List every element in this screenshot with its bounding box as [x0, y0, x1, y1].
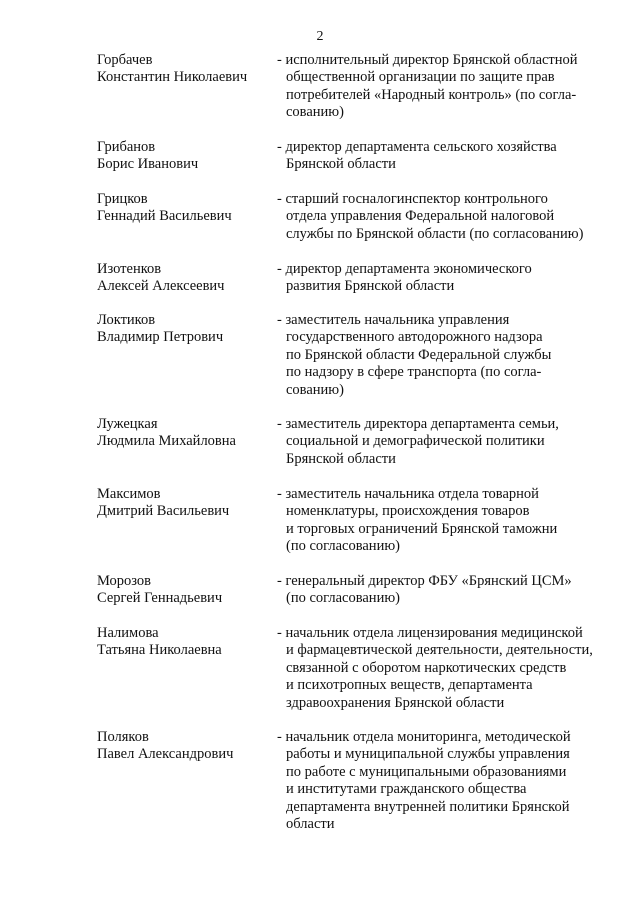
member-surname: Поляков: [97, 729, 149, 745]
position-line: номенклатуры, происхождения товаров: [286, 503, 530, 520]
member-name: [97, 52, 272, 87]
position-line: государственного автодорожного надзора: [286, 329, 543, 346]
position-line: по надзору в сфере транспорта (по согла-: [286, 364, 542, 381]
position-line: - заместитель директора департамента семьи,: [277, 416, 559, 432]
member-name: [97, 486, 272, 521]
position-line: службы по Брянской области (по согласованию): [286, 225, 584, 242]
member-surname: Налимова: [97, 625, 159, 641]
member-position: [277, 486, 617, 556]
position-line: здравоохранения Брянской области: [286, 694, 505, 711]
member-given-name: Павел Александрович: [97, 746, 234, 763]
member-given-name: Константин Николаевич: [97, 69, 248, 86]
member-name: [97, 191, 272, 226]
member-given-name: Владимир Петрович: [97, 329, 224, 346]
position-line: - заместитель начальника отдела товарной: [277, 486, 539, 502]
position-line: и торговых ограничений Брянской таможни: [286, 520, 558, 537]
position-line: - старший госналогинспектор контрольного: [277, 191, 548, 207]
member-name: [97, 139, 272, 174]
member-position: [277, 52, 617, 122]
member-surname: Грибанов: [97, 139, 156, 155]
member-name: [97, 625, 272, 660]
position-line: - начальник отдела лицензирования медицинской: [277, 625, 583, 641]
member-position: [277, 312, 617, 399]
position-line: - заместитель начальника управления: [277, 312, 510, 328]
member-surname: Изотенков: [97, 261, 162, 277]
member-name: [97, 261, 272, 296]
member-surname: Максимов: [97, 486, 161, 502]
member-position: [277, 139, 617, 174]
position-line: связанной с оборотом наркотических средств: [286, 659, 567, 676]
member-position: [277, 261, 617, 296]
position-line: - исполнительный директор Брянской областной: [277, 52, 578, 68]
member-given-name: Людмила Михайловна: [97, 433, 236, 450]
position-line: - начальник отдела мониторинга, методической: [277, 729, 571, 745]
position-line: и фармацевтической деятельности, деятельности,: [286, 642, 593, 659]
member-position: [277, 191, 617, 243]
member-given-name: Борис Иванович: [97, 156, 199, 173]
position-line: - генеральный директор ФБУ «Брянский ЦСМ»: [277, 573, 572, 589]
member-surname: Локтиков: [97, 312, 156, 328]
member-position: [277, 416, 617, 468]
position-line: и институтами гражданского общества: [286, 781, 527, 798]
member-name: [97, 729, 272, 764]
member-given-name: Дмитрий Васильевич: [97, 503, 230, 520]
member-name: [97, 312, 272, 347]
member-given-name: Геннадий Васильевич: [97, 208, 232, 225]
position-line: области: [286, 816, 335, 833]
position-line: Брянской области: [286, 156, 396, 173]
position-line: сованию): [286, 104, 344, 121]
page-number: 2: [316, 29, 324, 44]
position-line: (по согласованию): [286, 590, 400, 607]
position-line: - директор департамента сельского хозяйства: [277, 139, 557, 155]
member-given-name: Татьяна Николаевна: [97, 642, 222, 659]
member-position: [277, 729, 617, 833]
position-line: департамента внутренней политики Брянской: [286, 798, 570, 815]
member-position: [277, 573, 617, 608]
position-line: социальной и демографической политики: [286, 433, 545, 450]
member-name: [97, 573, 272, 608]
member-surname: Грицков: [97, 191, 148, 207]
position-line: развития Брянской области: [286, 278, 455, 295]
position-line: потребителей «Народный контроль» (по согла-: [286, 86, 577, 103]
member-surname: Лужецкая: [97, 416, 158, 432]
member-given-name: Сергей Геннадьевич: [97, 590, 223, 607]
position-line: по Брянской области Федеральной службы: [286, 346, 552, 363]
member-name: [97, 416, 272, 451]
position-line: сованию): [286, 381, 344, 398]
member-surname: Горбачев: [97, 52, 153, 68]
position-line: и психотропных веществ, департамента: [286, 677, 533, 694]
position-line: общественной организации по защите прав: [286, 69, 555, 86]
position-line: - директор департамента экономического: [277, 261, 532, 277]
member-position: [277, 625, 617, 712]
position-line: по работе с муниципальными образованиями: [286, 763, 567, 780]
member-given-name: Алексей Алексеевич: [97, 278, 225, 295]
position-line: Брянской области: [286, 450, 396, 467]
position-line: отдела управления Федеральной налоговой: [286, 208, 555, 225]
position-line: работы и муниципальной службы управления: [286, 746, 570, 763]
position-line: (по согласованию): [286, 538, 400, 555]
member-surname: Морозов: [97, 573, 152, 589]
